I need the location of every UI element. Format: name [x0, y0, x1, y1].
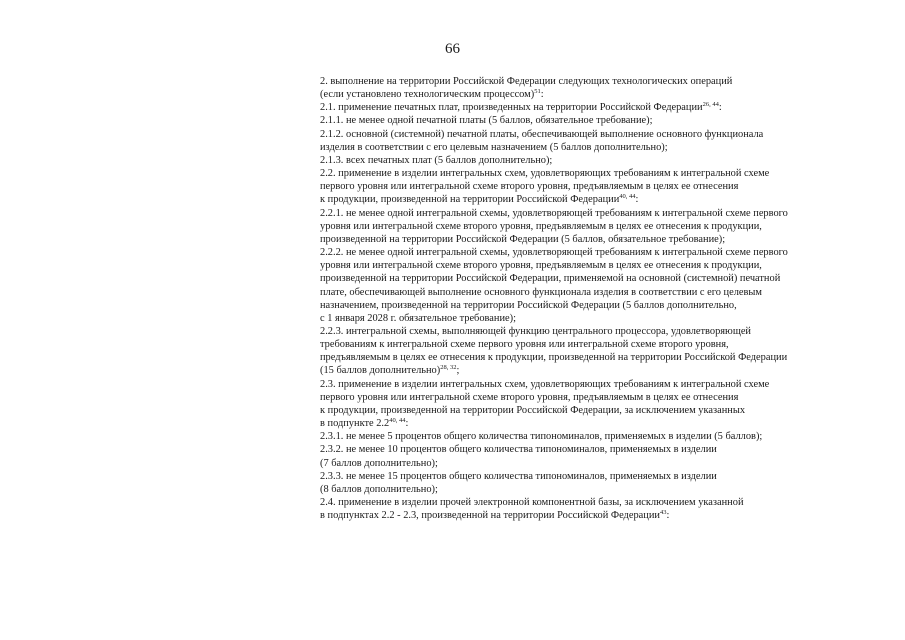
line-text: плате, обеспечивающей выполнение основного функционала изделия в соответствии с его целевым	[320, 286, 762, 298]
text-line	[320, 167, 880, 180]
line-text: (7 баллов дополнительно);	[320, 457, 438, 469]
footnote-ref: 51	[534, 88, 541, 96]
text-line	[320, 141, 880, 154]
text-line	[320, 128, 880, 141]
line-text: предъявляемым в целях ее отнесения к продукции, произведенной на территории Российской Федерации	[320, 352, 788, 364]
text-line	[320, 457, 880, 470]
text-line	[320, 193, 880, 206]
text-line	[320, 286, 880, 299]
text-line	[320, 101, 880, 114]
text-line	[320, 246, 880, 259]
line-text: 2.2.1. не менее одной интегральной схемы, удовлетворяющей требованиям к интегральной схеме первого	[320, 207, 788, 219]
line-text: первого уровня или интегральной схеме второго уровня, предъявляемым в целях ее отнесения	[320, 181, 739, 193]
text-line	[320, 88, 880, 101]
text-line	[320, 259, 880, 272]
text-line	[320, 75, 880, 88]
line-text: 2.1.2. основной (системной) печатной платы, обеспечивающей выполнение основного функционала	[320, 128, 764, 140]
text-line	[320, 299, 880, 312]
text-line	[320, 272, 880, 285]
line-text: 2.2. применение в изделии интегральных схем, удовлетворяющих требованиям к интегральной схеме	[320, 168, 770, 180]
line-punctuation: ;	[456, 365, 460, 377]
line-text: к продукции, произведенной на территории Российской Федерации	[320, 194, 620, 206]
line-punctuation: :	[405, 418, 409, 430]
line-text: 2.1.1. не менее одной печатной платы (5 баллов, обязательное требование);	[320, 115, 653, 127]
text-line	[320, 154, 880, 167]
line-text: первого уровня или интегральной схеме второго уровня, предъявляемым в целях ее отнесения	[320, 391, 739, 403]
line-text: требованиям к интегральной схеме первого уровня или интегральной схеме второго уровня,	[320, 339, 729, 351]
text-line	[320, 417, 880, 430]
line-text: 2.3.2. не менее 10 процентов общего количества типономиналов, применяемых в изделии	[320, 444, 717, 456]
text-line	[320, 233, 880, 246]
line-text: с 1 января 2028 г. обязательное требование);	[320, 312, 516, 324]
line-text: произведенной на территории Российской Федерации (5 баллов, обязательное требование);	[320, 233, 726, 245]
text-line	[320, 325, 880, 338]
text-line	[320, 430, 880, 443]
text-line	[320, 312, 880, 325]
text-line	[320, 364, 880, 377]
line-text: уровня или интегральной схеме второго уровня, предъявляемым в целях ее отнесения к продукции,	[320, 220, 762, 232]
text-line	[320, 338, 880, 351]
line-text: в подпунктах 2.2 - 2.3, произведенной на территории Российской Федерации	[320, 510, 660, 522]
text-line	[320, 391, 880, 404]
line-text: уровня или интегральной схеме второго уровня, предъявляемым в целях ее отнесения к продукции,	[320, 260, 762, 272]
footnote-ref: 40, 44	[389, 417, 406, 425]
line-text: 2. выполнение на территории Российской Федерации следующих технологических операций	[320, 76, 733, 87]
text-line	[320, 443, 880, 456]
text-line	[320, 378, 880, 391]
line-text: 2.3. применение в изделии интегральных схем, удовлетворяющих требованиям к интегральной схеме	[320, 378, 770, 390]
line-punctuation: :	[666, 510, 670, 522]
line-punctuation: :	[635, 194, 639, 206]
text-line	[320, 483, 880, 496]
text-line	[320, 114, 880, 127]
line-text: (если установлено технологическим процессом)	[320, 89, 535, 101]
text-line	[320, 496, 880, 509]
footnote-ref: 43	[659, 509, 667, 517]
footnote-ref: 26, 44	[702, 101, 719, 109]
line-text: (8 баллов дополнительно);	[320, 483, 438, 495]
line-text: 2.2.2. не менее одной интегральной схемы, удовлетворяющей требованиям к интегральной схеме первого	[320, 247, 788, 259]
line-text: 2.1. применение печатных плат, произведенных на территории Российской Федерации	[320, 102, 703, 114]
line-text: в подпункте 2.2	[320, 418, 390, 430]
document-body	[320, 75, 880, 522]
line-text: назначением, произведенной на территории Российской Федерации (5 баллов дополнительно,	[320, 299, 737, 311]
text-line	[320, 220, 880, 233]
line-text: (15 баллов дополнительно)	[320, 365, 441, 377]
footnote-ref: 28, 32	[440, 364, 457, 372]
line-text: изделия в соответствии с его целевым назначением (5 баллов дополнительно);	[320, 141, 668, 153]
line-text: 2.3.3. не менее 15 процентов общего количества типономиналов, применяемых в изделии	[320, 470, 717, 482]
line-text: 2.4. применение в изделии прочей электронной компонентной базы, за исключением указанной	[320, 497, 744, 508]
line-punctuation: :	[540, 89, 544, 101]
text-line	[320, 470, 880, 483]
line-text: 2.3.1. не менее 5 процентов общего количества типономиналов, применяемых в изделии (5 баллов);	[320, 431, 763, 443]
text-line	[320, 509, 880, 522]
text-line	[320, 207, 880, 220]
line-text: к продукции, произведенной на территории Российской Федерации, за исключением указанных	[320, 404, 746, 416]
text-line	[320, 180, 880, 193]
line-text: произведенной на территории Российской Федерации, применяемой на основной (системной) печатной	[320, 273, 781, 285]
line-text: 2.1.3. всех печатных плат (5 баллов дополнительно);	[320, 154, 553, 166]
line-punctuation: :	[718, 102, 722, 114]
text-line	[320, 351, 880, 364]
page-number: 66	[445, 41, 460, 57]
line-text: 2.2.3. интегральной схемы, выполняющей функцию центрального процессора, удовлетворяющей	[320, 325, 751, 337]
footnote-ref: 40, 44	[619, 193, 636, 201]
text-line	[320, 404, 880, 417]
